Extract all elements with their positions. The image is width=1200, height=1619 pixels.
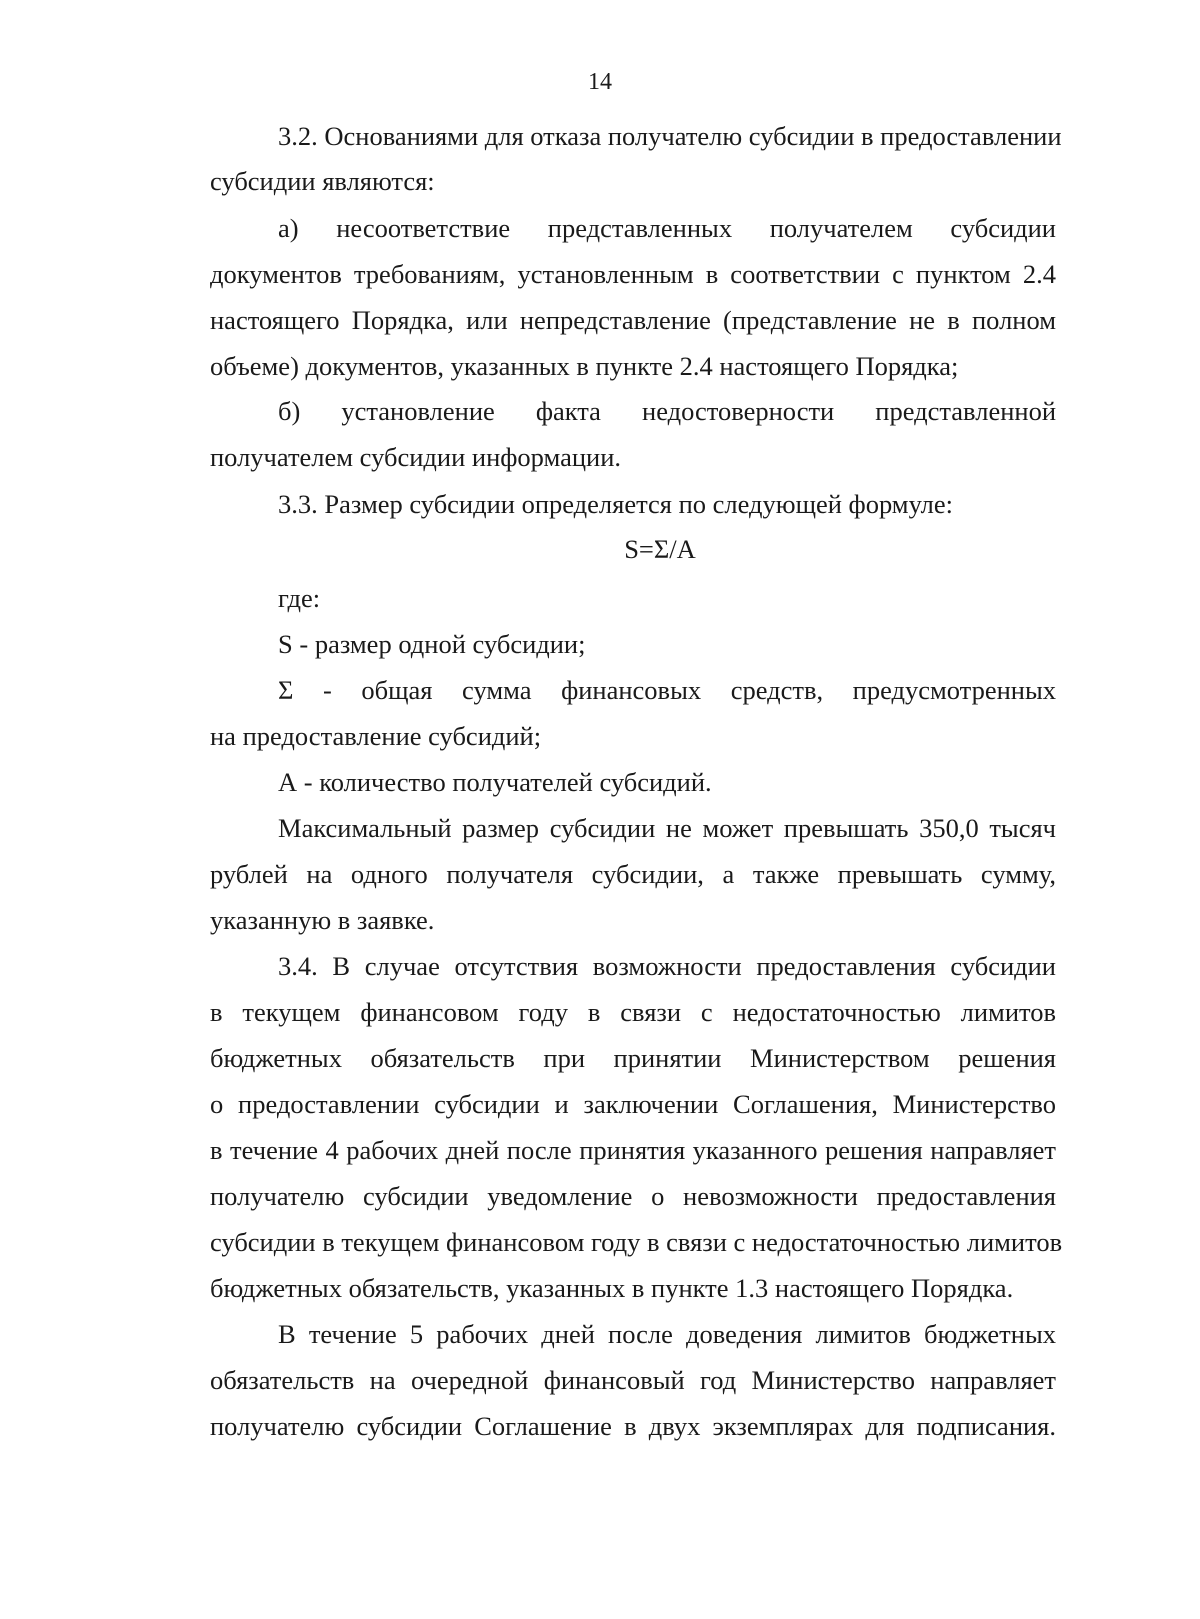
clause-3-3-intro: 3.3. Размер субсидии определяется по следующей формуле: — [278, 489, 954, 519]
clause-3-4-line-2: в текущем финансовом году в связи с недостаточностью лимитов — [210, 997, 1056, 1027]
item-a-line-2: документов требованиям, установленным в соответствии с пунктом 2.4 — [210, 259, 1056, 289]
clause-3-4-line-3: бюджетных обязательств при принятии Министерством решения — [210, 1043, 1056, 1073]
formula-where: где: — [278, 583, 321, 613]
item-b-line-1: б) установление факта недостоверности представленной — [278, 396, 1056, 426]
item-a-line-4: объеме) документов, указанных в пункте 2.4 настоящего Порядка; — [210, 351, 959, 381]
clause-3-4-line-1: 3.4. В случае отсутствия возможности предоставления субсидии — [278, 951, 1056, 981]
clause-3-2-line-2: субсидии являются: — [210, 166, 435, 196]
subsidy-formula: S=Σ/A — [624, 534, 696, 564]
final-paragraph-line-1: В течение 5 рабочих дней после доведения лимитов бюджетных — [278, 1319, 1056, 1349]
max-subsidy-line-1: Максимальный размер субсидии не может превышать 350,0 тысяч — [278, 813, 1056, 843]
final-paragraph-line-2: обязательств на очередной финансовый год Министерство направляет — [210, 1365, 1056, 1395]
clause-3-4-line-4: о предоставлении субсидии и заключении Соглашения, Министерство — [210, 1089, 1056, 1119]
clause-3-4-line-8: бюджетных обязательств, указанных в пункте 1.3 настоящего Порядка. — [210, 1273, 1014, 1303]
page-number: 14 — [588, 69, 612, 95]
max-subsidy-line-2: рублей на одного получателя субсидии, а также превышать сумму, — [210, 859, 1056, 889]
definition-sigma-line-1: Σ - общая сумма финансовых средств, предусмотренных — [278, 675, 1056, 705]
clause-3-4-line-6: получателю субсидии уведомление о невозможности предоставления — [210, 1181, 1056, 1211]
item-b-line-2: получателем субсидии информации. — [210, 442, 622, 472]
clause-3-4-line-7: субсидии в текущем финансовом году в связи с недостаточностью лимитов — [210, 1227, 1063, 1257]
definition-s: S - размер одной субсидии; — [278, 629, 586, 659]
final-paragraph-line-3: получателю субсидии Соглашение в двух экземплярах для подписания. — [210, 1411, 1056, 1441]
max-subsidy-line-3: указанную в заявке. — [210, 905, 435, 935]
item-a-line-3: настоящего Порядка, или непредставление (представление не в полном — [210, 305, 1056, 335]
clause-3-2-line-1: 3.2. Основаниями для отказа получателю субсидии в предоставлении — [278, 121, 1062, 151]
definition-sigma-line-2: на предоставление субсидий; — [210, 721, 542, 751]
clause-3-4-line-5: в течение 4 рабочих дней после принятия указанного решения направляет — [210, 1135, 1056, 1165]
item-a-line-1: а) несоответствие представленных получателем субсидии — [278, 213, 1056, 243]
definition-a: А - количество получателей субсидий. — [278, 767, 712, 797]
